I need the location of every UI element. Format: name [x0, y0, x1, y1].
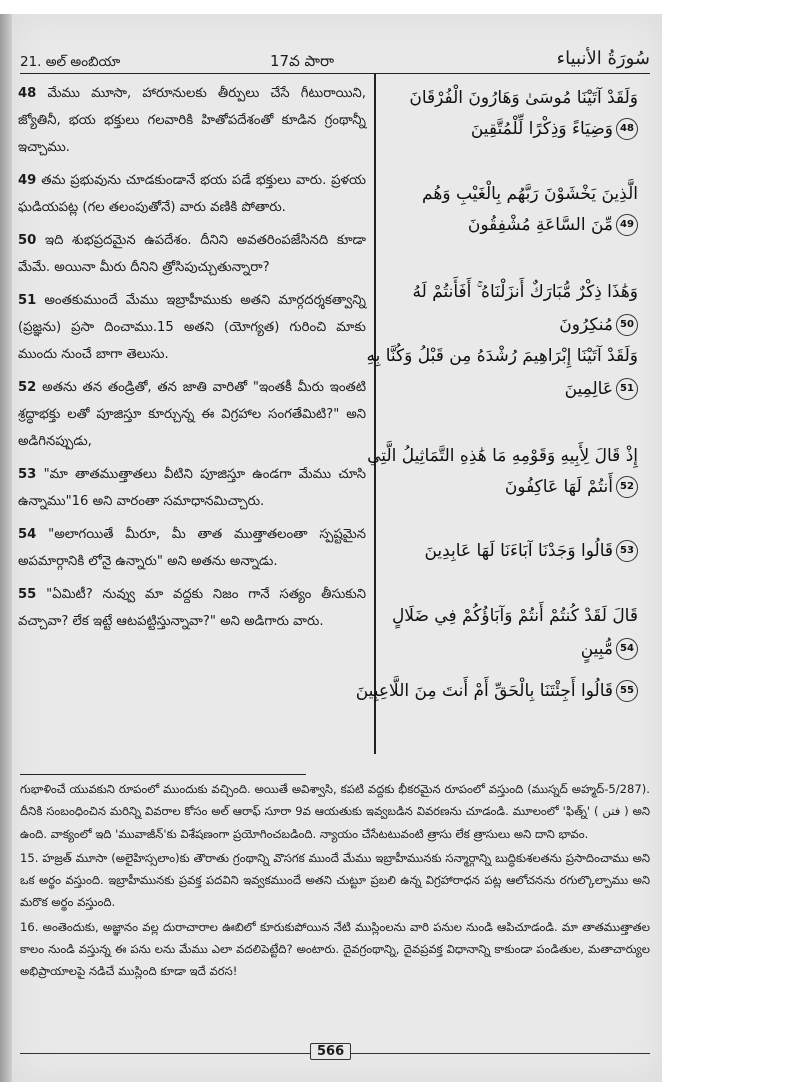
verse-49 [18, 167, 366, 221]
verse-number: 52 [18, 380, 37, 395]
page-number: 566 [310, 1043, 351, 1060]
arabic-line [565, 378, 638, 400]
verse-48 [18, 80, 366, 161]
arabic-line [471, 118, 638, 140]
arabic-line [409, 88, 638, 108]
verse-text: అతను తన తండ్రితో, తన జాతి వారితో "ఇంతకీ మీరు ఇంతటి శ్రద్ధాభక్తు లతో పూజిస్తూ కూర్చున్న ఈ విగ్రహాల సంగతేమిటి?" అని అడిగినప్పుడు, [18, 380, 366, 449]
ayah-marker: 55 [616, 680, 638, 702]
arabic-line [505, 476, 638, 498]
verse-53 [18, 461, 366, 515]
verse-number: 49 [18, 173, 37, 188]
arabic-text: مُنكِرُونَ [559, 315, 613, 335]
ayah-marker: 51 [616, 378, 638, 400]
arabic-line [559, 314, 638, 336]
arabic-text: مِّنَ السَّاعَةِ مُشْفِقُونَ [467, 215, 613, 235]
verse-number: 54 [18, 527, 37, 542]
arabic-text: أَنتُمْ لَهَا عَاكِفُونَ [504, 477, 613, 497]
arabic-text: وَلَقَدْ آتَيْنَا مُوسَىٰ وَهَارُونَ الْفُرْقَانَ [409, 88, 638, 108]
verse-52 [18, 374, 366, 455]
arabic-line [413, 282, 639, 302]
verse-text: మేము మూసా, హారూనులకు తీర్పులు చేసే గీటురాయిని, జ్యోతినీ, భయ భక్తులు గలవారికి హితోపదేశంతో కూడిన గ్రంథాన్నీ ఇచ్చాము. [18, 86, 366, 155]
footnote-15: 15. హజ్రత్ మూసా (అలైహిస్సలాం)కు తౌరాతు గ్రంథాన్ని వొసగక ముందే మేము ఇబ్రాహీమునకు సన్మార్గాన్ని బుద్ధికుశలతను ప్రసాదించాము అని ఒక అర్థం వస్తుంది. ఇబ్రాహీమునకు ప్రవక్త పదవిని ఇవ్వకముందే అతని చుట్టూ ప్రబలి ఉన్న విగ్రహారాధన పట్ల ఆలోచనను రగుల్కొల్పాము అని మరొక అర్థం వస్తుంది. [20, 850, 650, 910]
verse-text: "మా తాతముత్తాతలు వీటిని పూజిస్తూ ఉండగా మేము చూసి ఉన్నాము"16 అని వారంతా సమాధానమిచ్చారు. [18, 467, 366, 509]
ayah-marker: 53 [616, 540, 638, 562]
arabic-text: مُّبِينٍ [580, 639, 613, 659]
arabic-text: إِذْ قَالَ لِأَبِيهِ وَقَوْمِهِ مَا هَٰذِهِ التَّمَاثِيلُ الَّتِي [367, 446, 638, 466]
column-divider [374, 74, 376, 754]
arabic-line [424, 540, 638, 562]
arabic-text: قَالُوا أَجِئْتَنَا بِالْحَقِّ أَمْ أَنتَ مِنَ اللَّاعِبِينَ [355, 681, 613, 701]
arabic-text: وَضِيَاءً وَذِكْرًا لِّلْمُتَّقِينَ [470, 119, 613, 139]
page-header [20, 48, 650, 74]
verse-number: 53 [18, 467, 37, 482]
verse-number: 55 [18, 587, 37, 602]
arabic-column [355, 74, 648, 754]
footnote-continued: గుభాళించే యువకుని రూపంలో ముందుకు వచ్చింది. అయితే అవిశ్వాసి, కపటి వద్దకు భీకరమైన రూపంలో వస్తుంది (ముస్నద్ అహ్మద్-5/287). దీనికి సంబంధించిన మరిన్ని వివరాల కోసం అల్ ఆరాఫ్ సూరా 9వ ఆయతుకు ఇవ్వబడిన వివరణను చూడండి. మూలంలో 'ఫిత్న్' ( فتن ) అని ఉంది. వాక్యంలో ఇది 'మువాజీన్'కు విశేషణంగా ప్రయోగించబడింది. న్యాయం చేసేటటువంటి త్రాసు లేక త్రాసులు అని దాని భావం. [20, 782, 651, 841]
arabic-text: وَهَٰذَا ذِكْرٌ مُّبَارَكٌ أَنزَلْنَاهُ ۚ أَفَأَنتُمْ لَهُ [412, 282, 638, 302]
verse-51 [18, 287, 366, 368]
arabic-line [366, 346, 638, 366]
verse-text: "ఏమిటీ? నువ్వు మా వద్దకు నిజం గానే సత్యం తీసుకుని వచ్చావా? లేక ఇట్టే ఆటపట్టిస్తున్నావా?" అని అడిగారు వారు. [18, 587, 366, 629]
translation-column [18, 80, 366, 641]
arabic-text: عَالِمِينَ [564, 379, 613, 399]
verse-54 [18, 521, 366, 575]
footnote-rule [20, 774, 306, 775]
page-footer [20, 1043, 650, 1063]
arabic-line [422, 184, 638, 204]
verse-number: 50 [18, 233, 37, 248]
ayah-marker: 48 [616, 118, 638, 140]
surah-title-telugu: 21. అల్ అంబియా [20, 54, 121, 70]
ayah-marker: 54 [616, 638, 638, 660]
arabic-text: قَالُوا وَجَدْنَا آبَاءَنَا لَهَا عَابِدِينَ [424, 541, 613, 561]
arabic-line [468, 214, 638, 236]
arabic-line [581, 638, 638, 660]
arabic-text: قَالَ لَقَدْ كُنتُمْ أَنتُمْ وَآبَاؤُكُمْ فِي ضَلَالٍ [391, 606, 638, 626]
ayah-marker: 50 [616, 314, 638, 336]
para-number: 17వ పారా [270, 52, 335, 70]
verse-text: ఇది శుభప్రదమైన ఉపదేశం. దీనిని అవతరింపజేసినది కూడా మేమే. అయినా మీరు దీనిని త్రోసిపుచ్చుతున్నారా? [18, 233, 366, 275]
verse-text: "అలాగయితే మీరూ, మీ తాత ముత్తాతలంతా స్పష్టమైన అపమార్గానికి లోనై ఉన్నారు" అని అతను అన్నాడు. [18, 527, 366, 569]
footnotes [20, 778, 650, 985]
verse-text: అంతకుముందే మేము ఇబ్రాహీముకు అతని మార్గదర్శకత్వాన్ని (ప్రజ్ఞను) ప్రసా దించాము.15 అతని (యోగ్యత) గురించి మాకు ముందు నుంచే బాగా తెలుసు. [18, 293, 366, 362]
verse-number: 48 [18, 86, 37, 101]
ayah-marker: 52 [616, 476, 638, 498]
book-spine [0, 14, 12, 1082]
verse-text: తమ ప్రభువును చూడకుండానే భయ పడే భక్తులు వారు. ప్రళయ ఘడియపట్ల (గల తలంపుతోనే) వారు వణికి పోతారు. [18, 173, 366, 215]
verse-number: 51 [18, 293, 37, 308]
verse-55 [18, 581, 366, 635]
arabic-text: الَّذِينَ يَخْشَوْنَ رَبَّهُم بِالْغَيْبِ وَهُم [422, 184, 638, 204]
arabic-text: وَلَقَدْ آتَيْنَا إِبْرَاهِيمَ رُشْدَهُ مِن قَبْلُ وَكُنَّا بِهِ [366, 346, 638, 366]
arabic-line [356, 680, 638, 702]
surah-title-arabic: سُورَةُ الأنبياء [556, 48, 650, 69]
ayah-marker: 49 [616, 214, 638, 236]
arabic-line [367, 446, 638, 466]
arabic-line [392, 606, 638, 626]
footnote-16: 16. అంతెందుకు, అజ్ఞానం వల్ల దురాచారాల ఊబిలో కూరుకుపోయిన నేటి ముస్లింలను వారి పనుల నుండి ఆపిచూడండి. మా తాతముత్తాతల కాలం నుండి వస్తున్న ఈ పను లను మేము ఎలా వదలిపెట్టేది? అంటారు. దైవగ్రంథాన్ని, దైవప్రవక్త విధానాన్ని కాకుండా పండితుల, మతాచార్యుల అభిప్రాయాలపై నడిచే ముస్లింది కూడా ఇదే వరస! [20, 919, 650, 979]
verse-50 [18, 227, 366, 281]
